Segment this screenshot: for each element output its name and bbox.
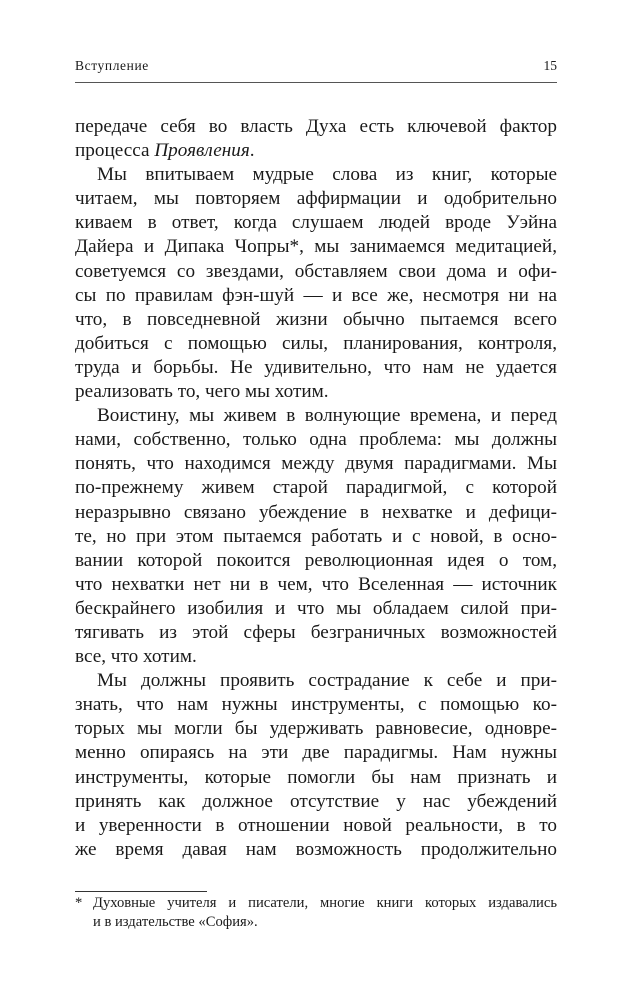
text-run: по-прежнему живем старой парадигмой, с которой xyxy=(75,477,557,499)
text-run: менно опираясь на эти две парадигмы. Нам нужны xyxy=(75,742,557,764)
text-line xyxy=(75,356,557,380)
text-line xyxy=(75,597,557,621)
text-line xyxy=(75,693,557,717)
text-run: же время давая нам возможность продолжительно xyxy=(75,838,557,860)
text-line xyxy=(75,525,557,549)
text-line xyxy=(75,284,557,308)
text-line xyxy=(75,452,557,476)
text-run: бескрайнего изобилия и что мы обладаем силой при- xyxy=(75,597,557,619)
footnote-rule xyxy=(75,891,207,892)
text-run: Дайера и Дипака Чопры*, мы занимаемся медитацией, xyxy=(75,236,557,258)
text-line xyxy=(75,790,557,814)
text-run: реализовать то, чего мы хотим. xyxy=(75,381,329,403)
text-run: читаем, мы повторяем аффирмации и одобрительно xyxy=(75,188,557,210)
text-line xyxy=(75,260,557,284)
text-line xyxy=(75,235,557,259)
chapter-title: Вступление xyxy=(75,58,149,73)
text-run: инструменты, которые помогли бы нам признать и xyxy=(75,766,557,788)
text-run: что нехватки нет ни в чем, что Вселенная — источник xyxy=(75,573,557,595)
text-line xyxy=(75,476,557,500)
text-run: и уверенности в отношении новой реальности, в то xyxy=(75,814,557,836)
text-run: принять как должное отсутствие у нас убеждений xyxy=(75,790,557,812)
text-line xyxy=(75,163,557,187)
text-line xyxy=(75,115,557,139)
text-run: сы по правилам фэн-шуй — и все же, несмотря ни на xyxy=(75,284,557,306)
text-run: Мы должны проявить сострадание к себе и при- xyxy=(97,670,557,692)
text-run: труда и борьбы. Не удивительно, что нам не удается xyxy=(75,356,557,378)
text-run: нами, собственно, только одна проблема: мы должны xyxy=(75,429,557,451)
text-run: те, но при этом пытаемся работать и с новой, в осно- xyxy=(75,525,557,547)
text-line xyxy=(75,741,557,765)
page-number: 15 xyxy=(543,58,557,73)
text-line xyxy=(75,549,557,573)
text-line xyxy=(75,428,557,452)
text-line xyxy=(75,501,557,525)
body-text xyxy=(75,115,557,862)
text-line xyxy=(75,621,557,645)
footnote-line: Духовные учителя и писатели, многие книги которых издавались xyxy=(93,895,557,911)
text-run: киваем в ответ, когда слушаем людей вроде Уэйна xyxy=(75,212,557,234)
text-line xyxy=(75,404,557,428)
footnote-line: и в издательстве «София». xyxy=(93,914,258,930)
text-line xyxy=(75,308,557,332)
text-run: . xyxy=(249,140,255,162)
text-line xyxy=(75,139,557,163)
text-run: Мы впитываем мудрые слова из книг, которые xyxy=(97,164,557,186)
text-run: Воистину, мы живем в волнующие времена, и перед xyxy=(97,405,557,427)
text-line xyxy=(75,573,557,597)
text-run: все, что хотим. xyxy=(75,646,197,668)
text-run: что, в повседневной жизни обычно пытаемся всего xyxy=(75,308,557,330)
text-line xyxy=(75,332,557,356)
text-run: добиться с помощью силы, планирования, контроля, xyxy=(75,332,557,354)
text-run: понять, что находимся между двумя парадигмами. Мы xyxy=(75,453,557,475)
text-line xyxy=(75,211,557,235)
text-line xyxy=(75,717,557,741)
italic-run: Проявления xyxy=(154,140,250,162)
text-run: неразрывно связано убеждение в нехватке и дефици- xyxy=(75,501,557,523)
text-line xyxy=(75,838,557,862)
text-run: процесса xyxy=(75,140,155,162)
text-run: знать, что нам нужны инструменты, с помощью ко- xyxy=(75,694,557,716)
text-line xyxy=(75,766,557,790)
footnote-marker: * xyxy=(75,895,83,911)
footnote xyxy=(75,894,557,932)
running-header xyxy=(75,56,557,83)
text-line xyxy=(75,645,557,669)
text-line xyxy=(75,814,557,838)
text-line xyxy=(75,380,557,404)
text-run: советуемся со звездами, обставляем свои дома и офи- xyxy=(75,260,557,282)
text-line xyxy=(75,187,557,211)
text-run: торых мы могли бы удерживать равновесие, одновре- xyxy=(75,718,557,740)
text-line xyxy=(75,669,557,693)
text-run: тягивать из этой сферы безграничных возможностей xyxy=(75,621,557,643)
text-run: передаче себя во власть Духа есть ключевой фактор xyxy=(75,116,557,137)
text-run: вании которой покоится революционная идея о том, xyxy=(75,549,557,571)
